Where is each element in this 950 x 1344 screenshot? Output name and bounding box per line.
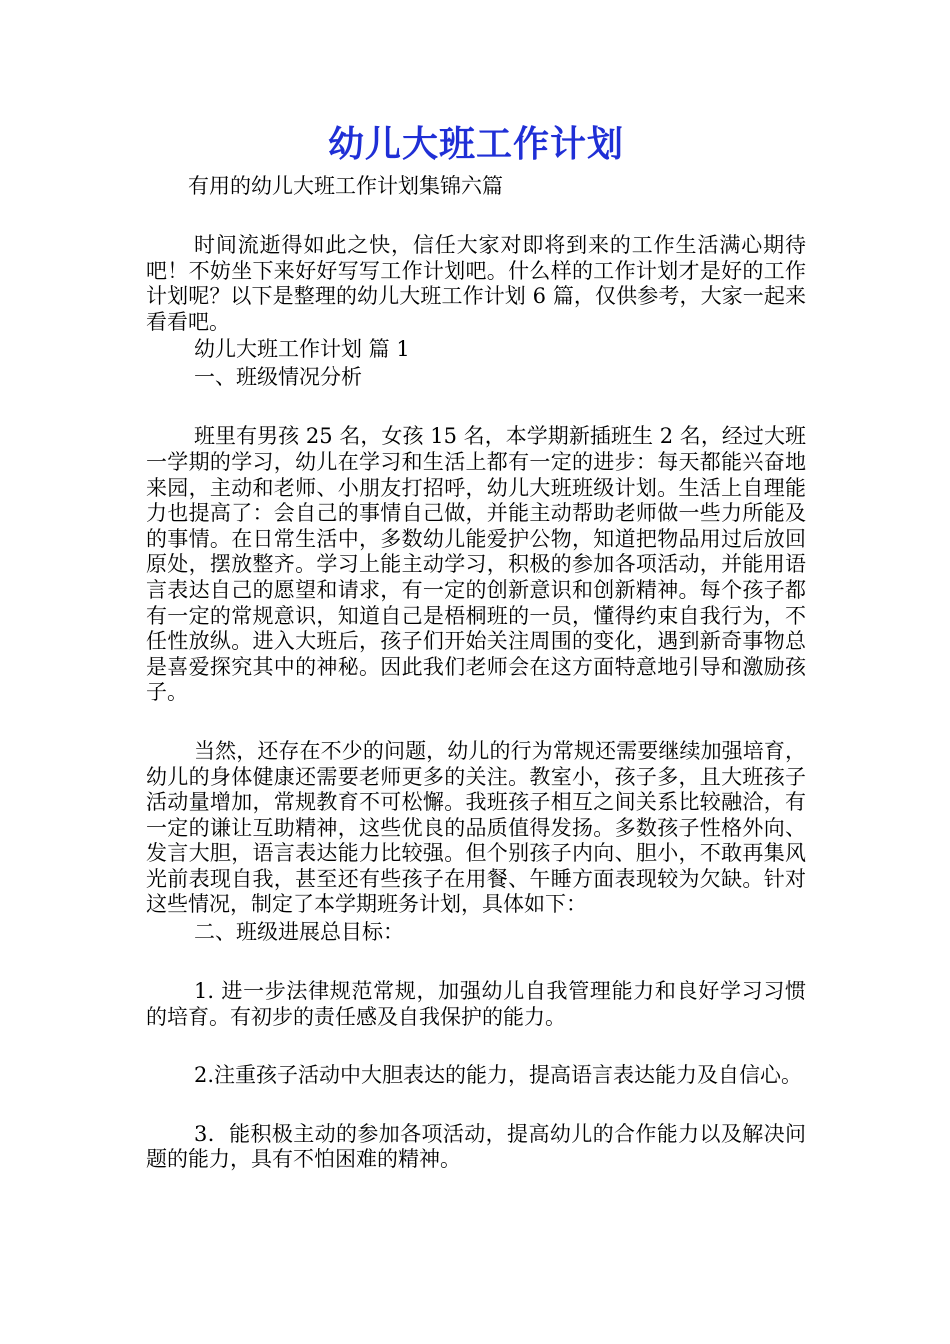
document-subtitle: 有用的幼儿大班工作计划集锦六篇 xyxy=(188,174,503,198)
intro-paragraph: 时间流逝得如此之快，信任大家对即将到来的工作生活满心期待吧！不妨坐下来好好写写工作计划吧。什么样的工作计划才是好的工作计划呢？以下是整理的幼儿大班工作计划 6 篇，仅供参考，大家一起来看看吧。 xyxy=(146,233,806,334)
goal-item-1: 1. 进一步法律规范常规，加强幼儿自我管理能力和良好学习习惯的培育。有初步的责任感及自我保护的能力。 xyxy=(146,979,806,1029)
document-title: 幼儿大班工作计划 xyxy=(327,123,624,165)
body-paragraph-1: 班里有男孩 25 名，女孩 15 名，本学期新插班生 2 名，经过大班一学期的学习，幼儿在学习和生活上都有一定的进步：每天都能兴奋地来园，主动和老师、小朋友打招呼，幼儿大班班级计划。生活上自理能力也提高了：会自己的事情自己做，并能主动帮助老师做一些力所能及的事情。在日常生活中，多数幼儿能爱护公物，知道把物品用过后放回原处，摆放整齐。学习上能主动学习，积极的参加各项活动，并能用语言表达自己的愿望和请求，有一定的创新意识和创新精神。每个孩子都有一定的常规意识，知道自己是梧桐班的一员，懂得约束自我行为，不任性放纵。进入大班后，孩子们开始关注周围的变化，遇到新奇事物总是喜爱探究其中的神秘。因此我们老师会在这方面特意地引导和激励孩子。 xyxy=(146,424,806,705)
part-heading-1: 一、班级情况分析 xyxy=(194,365,362,390)
body-paragraph-2: 当然，还存在不少的问题，幼儿的行为常规还需要继续加强培育，幼儿的身体健康还需要老师更多的关注。教室小，孩子多，且大班孩子活动量增加，常规教育不可松懈。我班孩子相互之间关系比较融洽，有一定的谦让互助精神，这些优良的品质值得发扬。多数孩子性格外向、发言大胆，语言表达能力比较强。但个别孩子内向、胆小，不敢再集风光前表现自我，甚至还有些孩子在用餐、午睡方面表现较为欠缺。针对这些情况，制定了本学期班务计划，具体如下： xyxy=(146,738,806,917)
document-page xyxy=(146,120,806,1173)
goal-item-2: 2.注重孩子活动中大胆表达的能力，提高语言表达能力及自信心。 xyxy=(194,1063,803,1088)
section-heading: 幼儿大班工作计划 篇 1 xyxy=(194,337,410,362)
part-heading-2: 二、班级进展总目标： xyxy=(194,920,404,945)
goal-item-3: 3．能积极主动的参加各项活动，提高幼儿的合作能力以及解决问题的能力，具有不怕困难的精神。 xyxy=(146,1121,806,1172)
